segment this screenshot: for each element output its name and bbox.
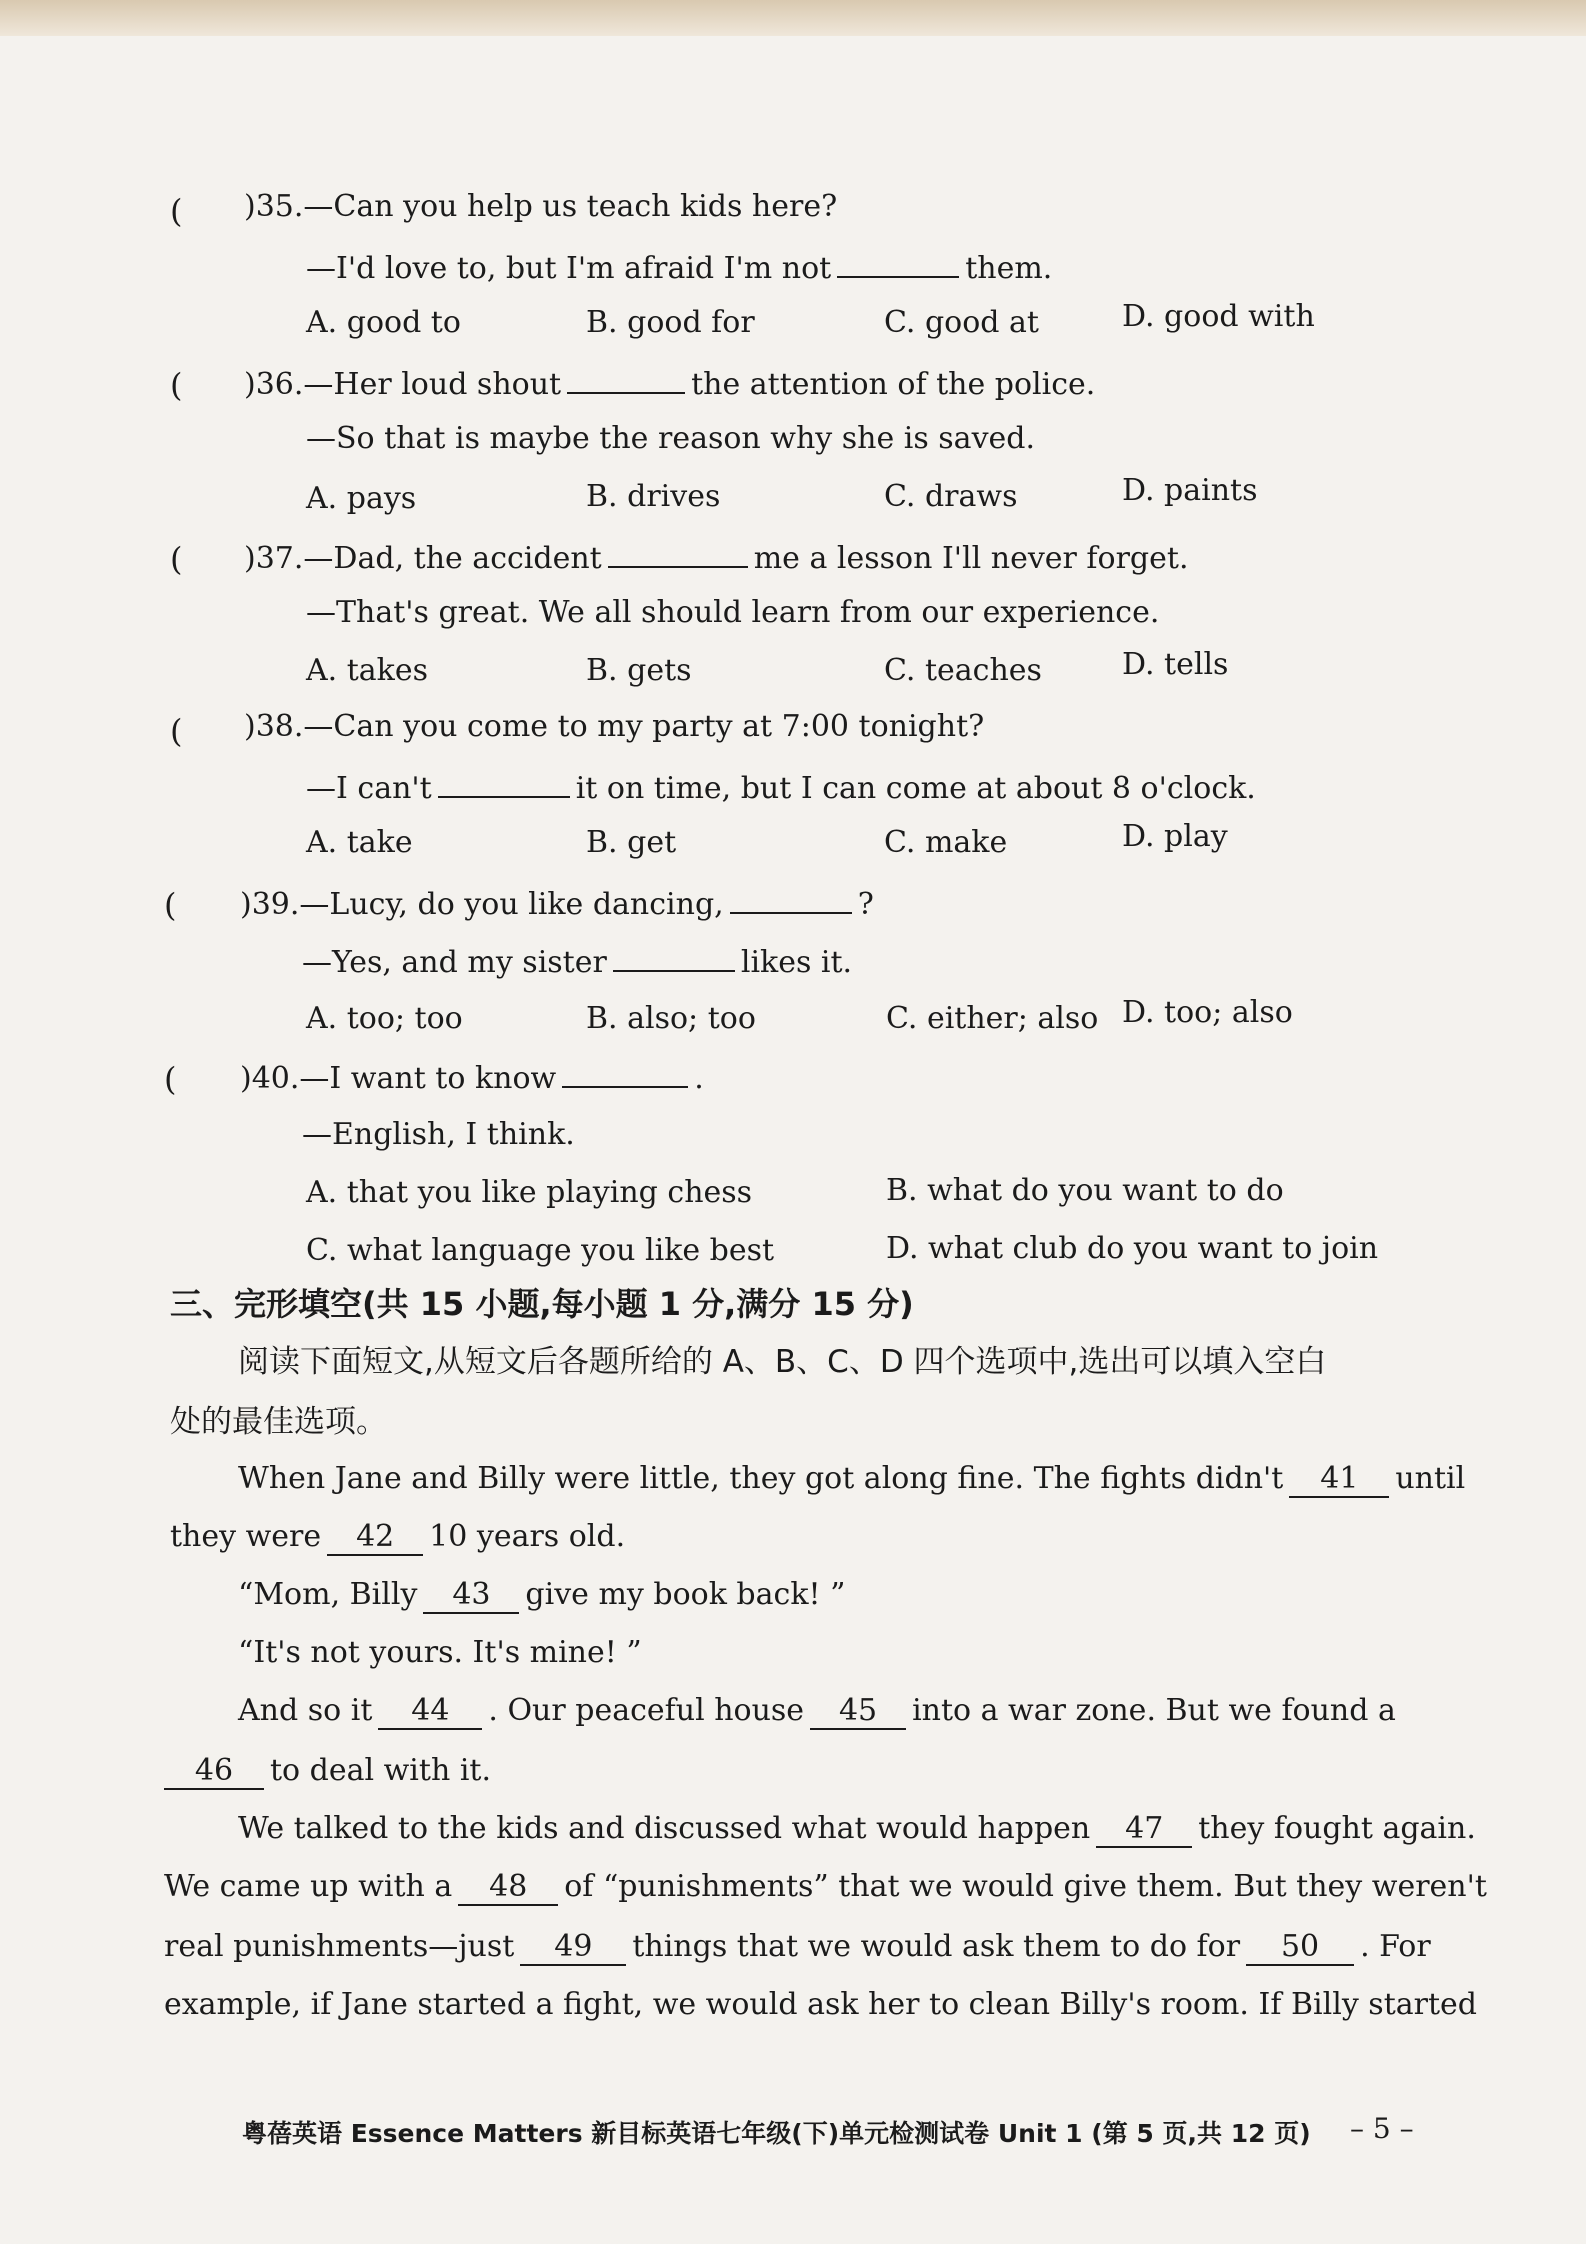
q37-line1: )37.—Dad, the accident me a lesson I'll never forget. — [244, 536, 1189, 578]
passage-line10: example, if Jane started a fight, we would ask her to clean Billy's room. If Billy started — [164, 1987, 1477, 2022]
passage-line1: When Jane and Billy were little, they got along fine. The fights didn't 41 until — [238, 1461, 1466, 1496]
instruction-line2: 处的最佳选项。 — [170, 1404, 387, 1440]
passage-line9: real punishments—just 49 things that we would ask them to do for 50 . For — [164, 1929, 1431, 1964]
q38-line2: —I can't it on time, but I can come at about 8 o'clock. — [306, 766, 1256, 808]
q36-option-a: A. pays — [306, 481, 417, 516]
blank-48: 48 — [458, 1870, 558, 1906]
blank-41: 41 — [1289, 1462, 1389, 1498]
q40-option-b: B. what do you want to do — [886, 1173, 1284, 1208]
q40-option-a: A. that you like playing chess — [306, 1175, 753, 1210]
page-footer: 粤蓓英语 Essence Matters 新目标英语七年级(下)单元检测试卷 Unit 1 (第 5 页,共 12 页) — [242, 2119, 1311, 2148]
q36-line2: —So that is maybe the reason why she is saved. — [306, 421, 1036, 456]
answer-blank — [562, 1056, 688, 1088]
answer-blank — [608, 536, 748, 568]
q39-option-c: C. either; also — [886, 1001, 1099, 1036]
scan-top-edge — [0, 0, 1586, 36]
answer-paren: ( — [170, 540, 183, 578]
q40-line1: )40.—I want to know . — [240, 1056, 704, 1098]
q35-option-c: C. good at — [884, 305, 1039, 340]
page-number: – 5 – — [1350, 2112, 1414, 2145]
exam-page — [0, 36, 1586, 2244]
q38-line1: )38.—Can you come to my party at 7:00 tonight? — [244, 709, 985, 744]
blank-45: 45 — [810, 1694, 906, 1730]
q40-option-d: D. what club do you want to join — [886, 1231, 1379, 1266]
answer-blank — [613, 940, 735, 972]
q35-option-d: D. good with — [1122, 299, 1315, 334]
q37-line2: —That's great. We all should learn from our experience. — [306, 595, 1160, 630]
answer-paren: ( — [170, 712, 183, 750]
q37-option-c: C. teaches — [884, 653, 1042, 688]
blank-46: 46 — [164, 1754, 264, 1790]
q37-option-b: B. gets — [586, 653, 692, 688]
q38-option-a: A. take — [306, 825, 413, 860]
instruction-line1: 阅读下面短文,从短文后各题所给的 A、B、C、D 四个选项中,选出可以填入空白 — [238, 1344, 1327, 1380]
answer-paren: ( — [164, 1060, 177, 1098]
blank-47: 47 — [1096, 1812, 1192, 1848]
q36-option-d: D. paints — [1122, 473, 1258, 508]
q37-option-a: A. takes — [306, 653, 429, 688]
answer-paren: ( — [170, 192, 183, 230]
q39-line1: )39.—Lucy, do you like dancing, ? — [240, 882, 874, 924]
passage-line4: “It's not yours. It's mine! ” — [238, 1635, 642, 1670]
passage-line3: “Mom, Billy 43 give my book back! ” — [238, 1577, 846, 1612]
answer-blank — [837, 246, 959, 278]
q35-line2: —I'd love to, but I'm afraid I'm not them. — [306, 246, 1052, 288]
q38-option-b: B. get — [586, 825, 677, 860]
blank-44: 44 — [378, 1694, 482, 1730]
q35-line1: )35.—Can you help us teach kids here? — [244, 189, 838, 224]
q37-option-d: D. tells — [1122, 647, 1229, 682]
q39-option-a: A. too; too — [306, 1001, 463, 1036]
blank-49: 49 — [520, 1930, 626, 1966]
answer-paren: ( — [170, 366, 183, 404]
q40-line2: —English, I think. — [302, 1117, 575, 1152]
q35-option-b: B. good for — [586, 305, 755, 340]
q40-option-c: C. what language you like best — [306, 1233, 775, 1268]
blank-50: 50 — [1246, 1930, 1354, 1966]
q36-option-c: C. draws — [884, 479, 1018, 514]
q35-option-a: A. good to — [306, 305, 461, 340]
q39-option-d: D. too; also — [1122, 995, 1293, 1030]
q38-option-c: C. make — [884, 825, 1008, 860]
q36-line1: )36.—Her loud shout the attention of the police. — [244, 362, 1095, 404]
q39-line2: —Yes, and my sister likes it. — [302, 940, 852, 982]
passage-line7: We talked to the kids and discussed what would happen 47 they fought again. — [238, 1811, 1476, 1846]
passage-line5: And so it 44 . Our peaceful house 45 into a war zone. But we found a — [238, 1693, 1396, 1728]
answer-blank — [567, 362, 685, 394]
blank-43: 43 — [423, 1578, 519, 1614]
passage-line8: We came up with a 48 of “punishments” that we would give them. But they weren't — [164, 1869, 1487, 1904]
answer-paren: ( — [164, 886, 177, 924]
answer-blank — [438, 766, 570, 798]
q38-option-d: D. play — [1122, 819, 1228, 854]
answer-blank — [730, 882, 852, 914]
q36-option-b: B. drives — [586, 479, 721, 514]
blank-42: 42 — [327, 1520, 423, 1556]
passage-line6: 46 to deal with it. — [164, 1752, 491, 1790]
section-title: 三、完形填空(共 15 小题,每小题 1 分,满分 15 分) — [170, 1285, 914, 1323]
passage-line2: they were 42 10 years old. — [170, 1519, 626, 1554]
q39-option-b: B. also; too — [586, 1001, 756, 1036]
